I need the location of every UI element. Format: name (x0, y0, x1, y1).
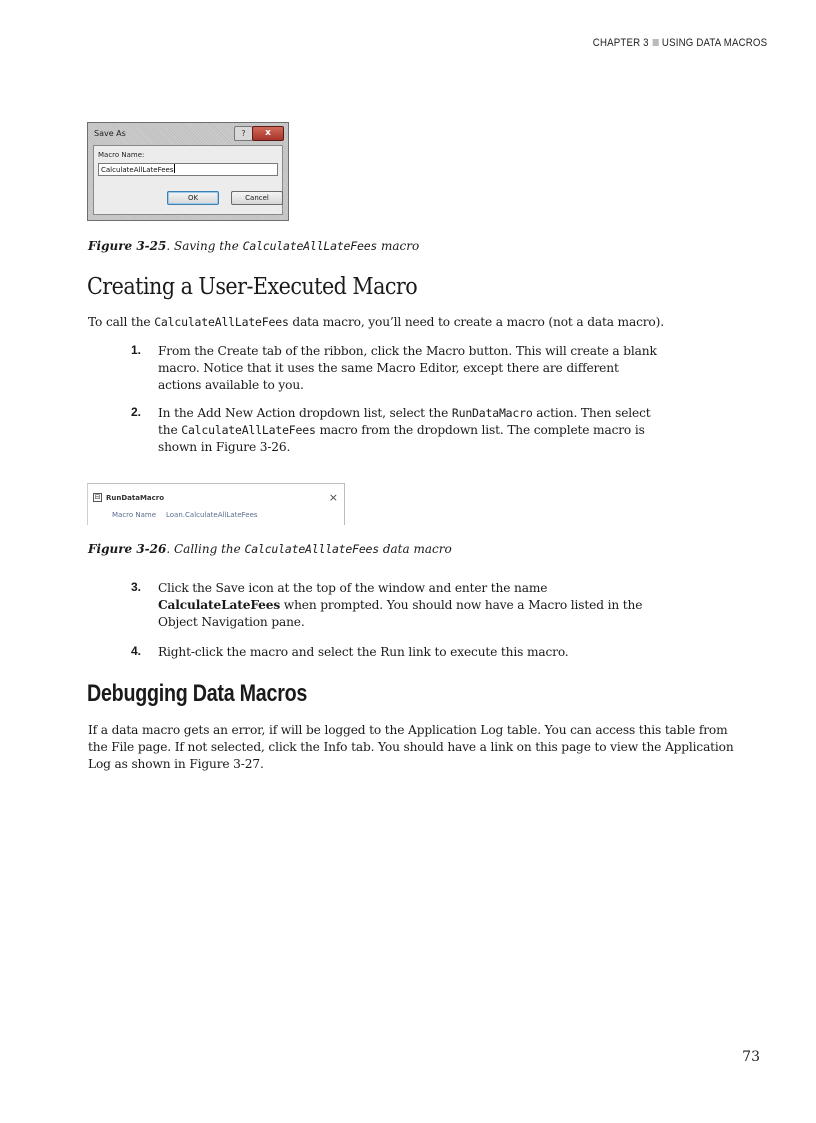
step-text: Right-click the macro and select the Run link to execute this macro. (158, 645, 569, 659)
caption-text: . Calling the (166, 542, 245, 556)
step-text-part: In the Add New Action dropdown list, select the (158, 406, 452, 420)
section-heading-user-executed-macro: Creating a User-Executed Macro (87, 274, 418, 300)
section-label: USING DATA MACROS (661, 37, 767, 49)
bold-term: CalculateLateFees (158, 598, 281, 612)
figure-label: Figure 3-26 (88, 542, 167, 556)
figure-3-26-caption (88, 542, 452, 556)
figure-label: Figure 3-25 (88, 239, 167, 253)
step-text: From the Create tab of the ribbon, click the Macro button. This will create a blank macro. Notice that it uses the same Macro Editor, except there are different actions available to you. (158, 344, 657, 392)
caption-code: CalculateAllLateFees (242, 239, 378, 253)
debugging-paragraph: If a data macro gets an error, if will be logged to the Application Log table. You can access this table from the File page. If not selected, click the Info tab. You should have a link on this page to view the Application Log as shown in Figure 3-27. (88, 723, 734, 771)
macro-name-label: Macro Name: (98, 151, 145, 159)
dialog-body (93, 145, 283, 215)
cancel-button[interactable]: Cancel (231, 191, 283, 205)
para-text: data macro, you’ll need to create a macro (not a data macro). (288, 315, 664, 329)
step-text (158, 580, 658, 631)
para-text: To call the (88, 315, 155, 329)
text-caret (174, 164, 175, 173)
step-text-part: Click the Save icon at the top of the window and enter the name (158, 581, 548, 595)
step-number: 4. (131, 644, 142, 658)
header-separator (652, 39, 658, 46)
macro-action-name: RunDataMacro (106, 494, 165, 502)
running-header (593, 37, 767, 49)
run-data-macro-block (87, 483, 345, 525)
caption-text: . Saving the (166, 239, 243, 253)
step-text-part: when prompted. You should now have a Macro listed in the Object Navigation pane. (158, 598, 643, 629)
ok-button[interactable]: OK (167, 191, 219, 205)
inline-code: CalculateAllLateFees (154, 315, 289, 329)
page-number: 73 (742, 1049, 760, 1065)
section-heading-debugging: Debugging Data Macros (87, 680, 308, 707)
step-text (158, 405, 658, 456)
collapse-icon[interactable]: ⊟ (94, 493, 101, 501)
close-button[interactable]: x (252, 126, 284, 141)
inline-code: CalculateAllLateFees (181, 423, 316, 437)
step-number: 2. (131, 405, 142, 419)
caption-text: macro (377, 239, 420, 253)
intro-paragraph (88, 314, 738, 331)
caption-text: data macro (379, 542, 452, 556)
step-number: 1. (131, 343, 142, 357)
step-text-part: macro from the dropdown list. The complete macro is shown in Figure 3-26. (158, 423, 645, 454)
macro-argument-value[interactable]: Loan.CalculateAllLateFees (166, 511, 258, 519)
figure-3-25-caption (88, 239, 419, 253)
caption-code: CalculateAlllateFees (244, 542, 380, 556)
macro-argument-label: Macro Name (112, 511, 157, 519)
macro-name-value: CalculateAllLateFees (101, 166, 174, 174)
macro-name-input[interactable] (98, 163, 278, 176)
help-button[interactable]: ? (234, 126, 253, 141)
inline-code: RunDataMacro (451, 406, 533, 420)
chapter-label: CHAPTER 3 (592, 37, 649, 49)
dialog-title: Save As (94, 129, 126, 138)
save-as-dialog (87, 122, 289, 221)
close-icon[interactable]: × (328, 491, 338, 504)
step-text-part: action. Then select the (158, 406, 651, 437)
step-number: 3. (131, 580, 142, 594)
